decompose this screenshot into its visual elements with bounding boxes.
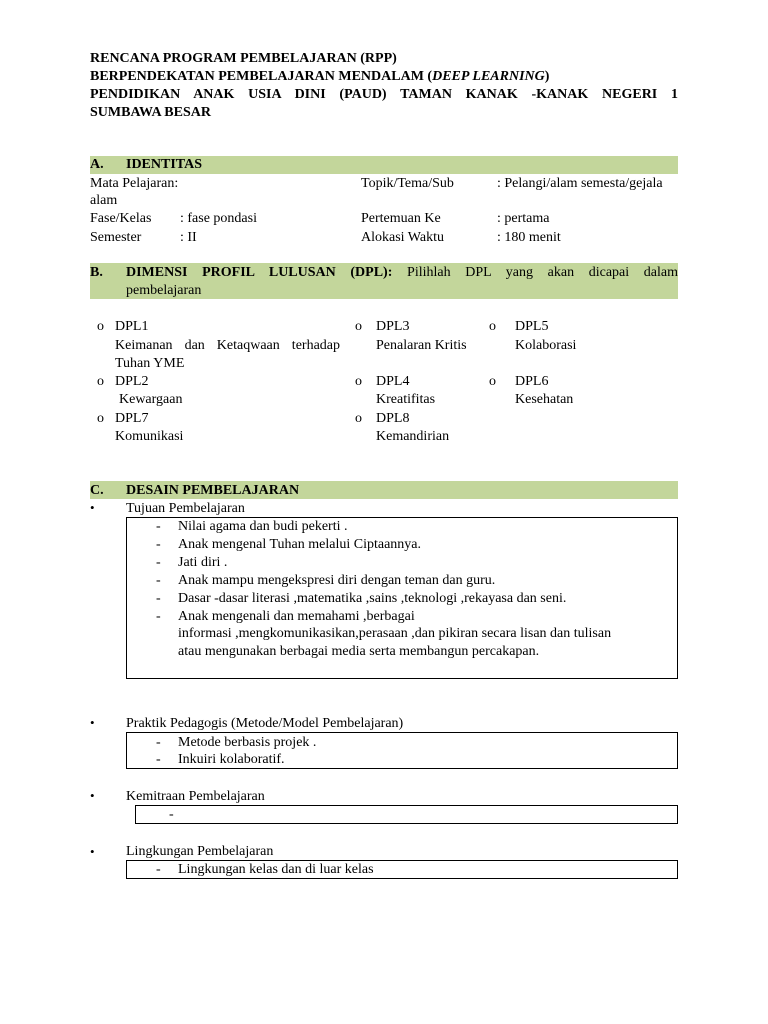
kemitraan-box xyxy=(135,805,678,824)
tujuan-dash-3: - xyxy=(156,555,161,570)
kemitraan-label: Kemitraan Pembelajaran xyxy=(126,789,265,804)
praktik-item-2: Inkuiri kolaboratif. xyxy=(178,752,285,767)
dpl5-marker: o xyxy=(489,319,496,334)
tujuan-dash-1: - xyxy=(156,519,161,534)
section-a-letter: A. xyxy=(90,157,104,172)
semester-label: Semester xyxy=(90,230,142,245)
dpl7-code: DPL7 xyxy=(115,411,149,426)
dpl3-marker: o xyxy=(355,319,362,334)
title-line-1: RENCANA PROGRAM PEMBELAJARAN (RPP) xyxy=(90,51,397,66)
dpl1-desc-line-2: Tuhan YME xyxy=(115,356,185,371)
section-b-letter: B. xyxy=(90,265,103,280)
dpl8-code: DPL8 xyxy=(376,411,410,426)
dpl5-code: DPL5 xyxy=(515,319,549,334)
dpl2-desc: Kewargaan xyxy=(119,392,183,407)
dpl6-desc: Kesehatan xyxy=(515,392,574,407)
dpl4-code: DPL4 xyxy=(376,374,410,389)
tujuan-item-6: Anak mengenali dan memahami ,berbagai xyxy=(178,609,415,624)
praktik-dash-2: - xyxy=(156,752,161,767)
dpl6-code: DPL6 xyxy=(515,374,549,389)
dpl8-marker: o xyxy=(355,411,362,426)
dpl4-marker: o xyxy=(355,374,362,389)
tujuan-item-6-cont-2: atau mengunakan berbagai media serta membangun percakapan. xyxy=(178,644,540,659)
praktik-label: Praktik Pedagogis (Metode/Model Pembelajaran) xyxy=(126,716,404,731)
dpl1-desc-line-1: Keimanan dan Ketaqwaan terhadap xyxy=(115,338,340,353)
section-a-title: IDENTITAS xyxy=(126,157,202,172)
section-b-heading-line-1: DIMENSI PROFIL LULUSAN (DPL): Pilihlah DPL yang akan dicapai dalam xyxy=(126,265,678,280)
title-line-2: BERPENDEKATAN PEMBELAJARAN MENDALAM (DEEP LEARNING) xyxy=(90,69,550,84)
dpl5-desc: Kolaborasi xyxy=(515,338,577,353)
pertemuan-label: Pertemuan Ke xyxy=(361,211,441,226)
dpl7-desc: Komunikasi xyxy=(115,429,184,444)
lingkungan-item-1: Lingkungan kelas dan di luar kelas xyxy=(178,862,374,877)
dpl2-marker: o xyxy=(97,374,104,389)
dpl1-code: DPL1 xyxy=(115,319,149,334)
dpl6-marker: o xyxy=(489,374,496,389)
tujuan-dash-2: - xyxy=(156,537,161,552)
dpl4-desc: Kreatifitas xyxy=(376,392,436,407)
tujuan-item-1: Nilai agama dan budi pekerti . xyxy=(178,519,348,534)
section-c-letter: C. xyxy=(90,483,104,498)
tujuan-dash-5: - xyxy=(156,591,161,606)
tujuan-item-4: Anak mampu mengekspresi diri dengan teman dan guru. xyxy=(178,573,496,588)
dpl1-marker: o xyxy=(97,319,104,334)
alokasi-label: Alokasi Waktu xyxy=(361,230,444,245)
topik-value: : Pelangi/alam semesta/gejala xyxy=(497,176,663,191)
topik-value-cont: alam xyxy=(90,193,118,208)
tujuan-bullet: • xyxy=(90,500,95,515)
lingkungan-label: Lingkungan Pembelajaran xyxy=(126,844,274,859)
praktik-bullet: • xyxy=(90,715,95,730)
section-b-heading-line-2: pembelajaran xyxy=(126,283,202,298)
kemitraan-bullet: • xyxy=(90,788,95,803)
dpl3-desc: Penalaran Kritis xyxy=(376,338,467,353)
pertemuan-value: : pertama xyxy=(497,211,550,226)
tujuan-item-3: Jati diri . xyxy=(178,555,228,570)
fase-label: Fase/Kelas xyxy=(90,211,152,226)
section-b-heading xyxy=(126,264,678,300)
document-title xyxy=(90,50,678,122)
mata-pelajaran-label: Mata Pelajaran: xyxy=(90,176,179,191)
title-line-3: PENDIDIKAN ANAK USIA DINI (PAUD) TAMAN KANAK -KANAK NEGERI 1 xyxy=(90,87,678,102)
dpl8-desc: Kemandirian xyxy=(376,429,450,444)
kemitraan-dash: - xyxy=(169,807,174,822)
praktik-dash-1: - xyxy=(156,735,161,750)
tujuan-item-6-cont-1: informasi ,mengkomunikasikan,perasaan ,dan pikiran secara lisan dan tulisan xyxy=(178,626,612,641)
semester-value: : II xyxy=(180,230,197,245)
section-c-title: DESAIN PEMBELAJARAN xyxy=(126,483,300,498)
fase-value: : fase pondasi xyxy=(180,211,257,226)
topik-label: Topik/Tema/Sub xyxy=(361,176,454,191)
tujuan-label: Tujuan Pembelajaran xyxy=(126,501,245,516)
lingkungan-bullet: • xyxy=(90,844,95,859)
lingkungan-dash-1: - xyxy=(156,862,161,877)
title-line-4: SUMBAWA BESAR xyxy=(90,105,211,120)
dpl2-code: DPL2 xyxy=(115,374,149,389)
tujuan-dash-6: - xyxy=(156,609,161,624)
tujuan-dash-4: - xyxy=(156,573,161,588)
tujuan-item-5: Dasar -dasar literasi ,matematika ,sains ,teknologi ,rekayasa dan seni. xyxy=(178,591,567,606)
dpl3-code: DPL3 xyxy=(376,319,410,334)
praktik-item-1: Metode berbasis projek . xyxy=(178,735,317,750)
tujuan-item-2: Anak mengenal Tuhan melalui Ciptaannya. xyxy=(178,537,422,552)
alokasi-value: : 180 menit xyxy=(497,230,561,245)
dpl7-marker: o xyxy=(97,411,104,426)
